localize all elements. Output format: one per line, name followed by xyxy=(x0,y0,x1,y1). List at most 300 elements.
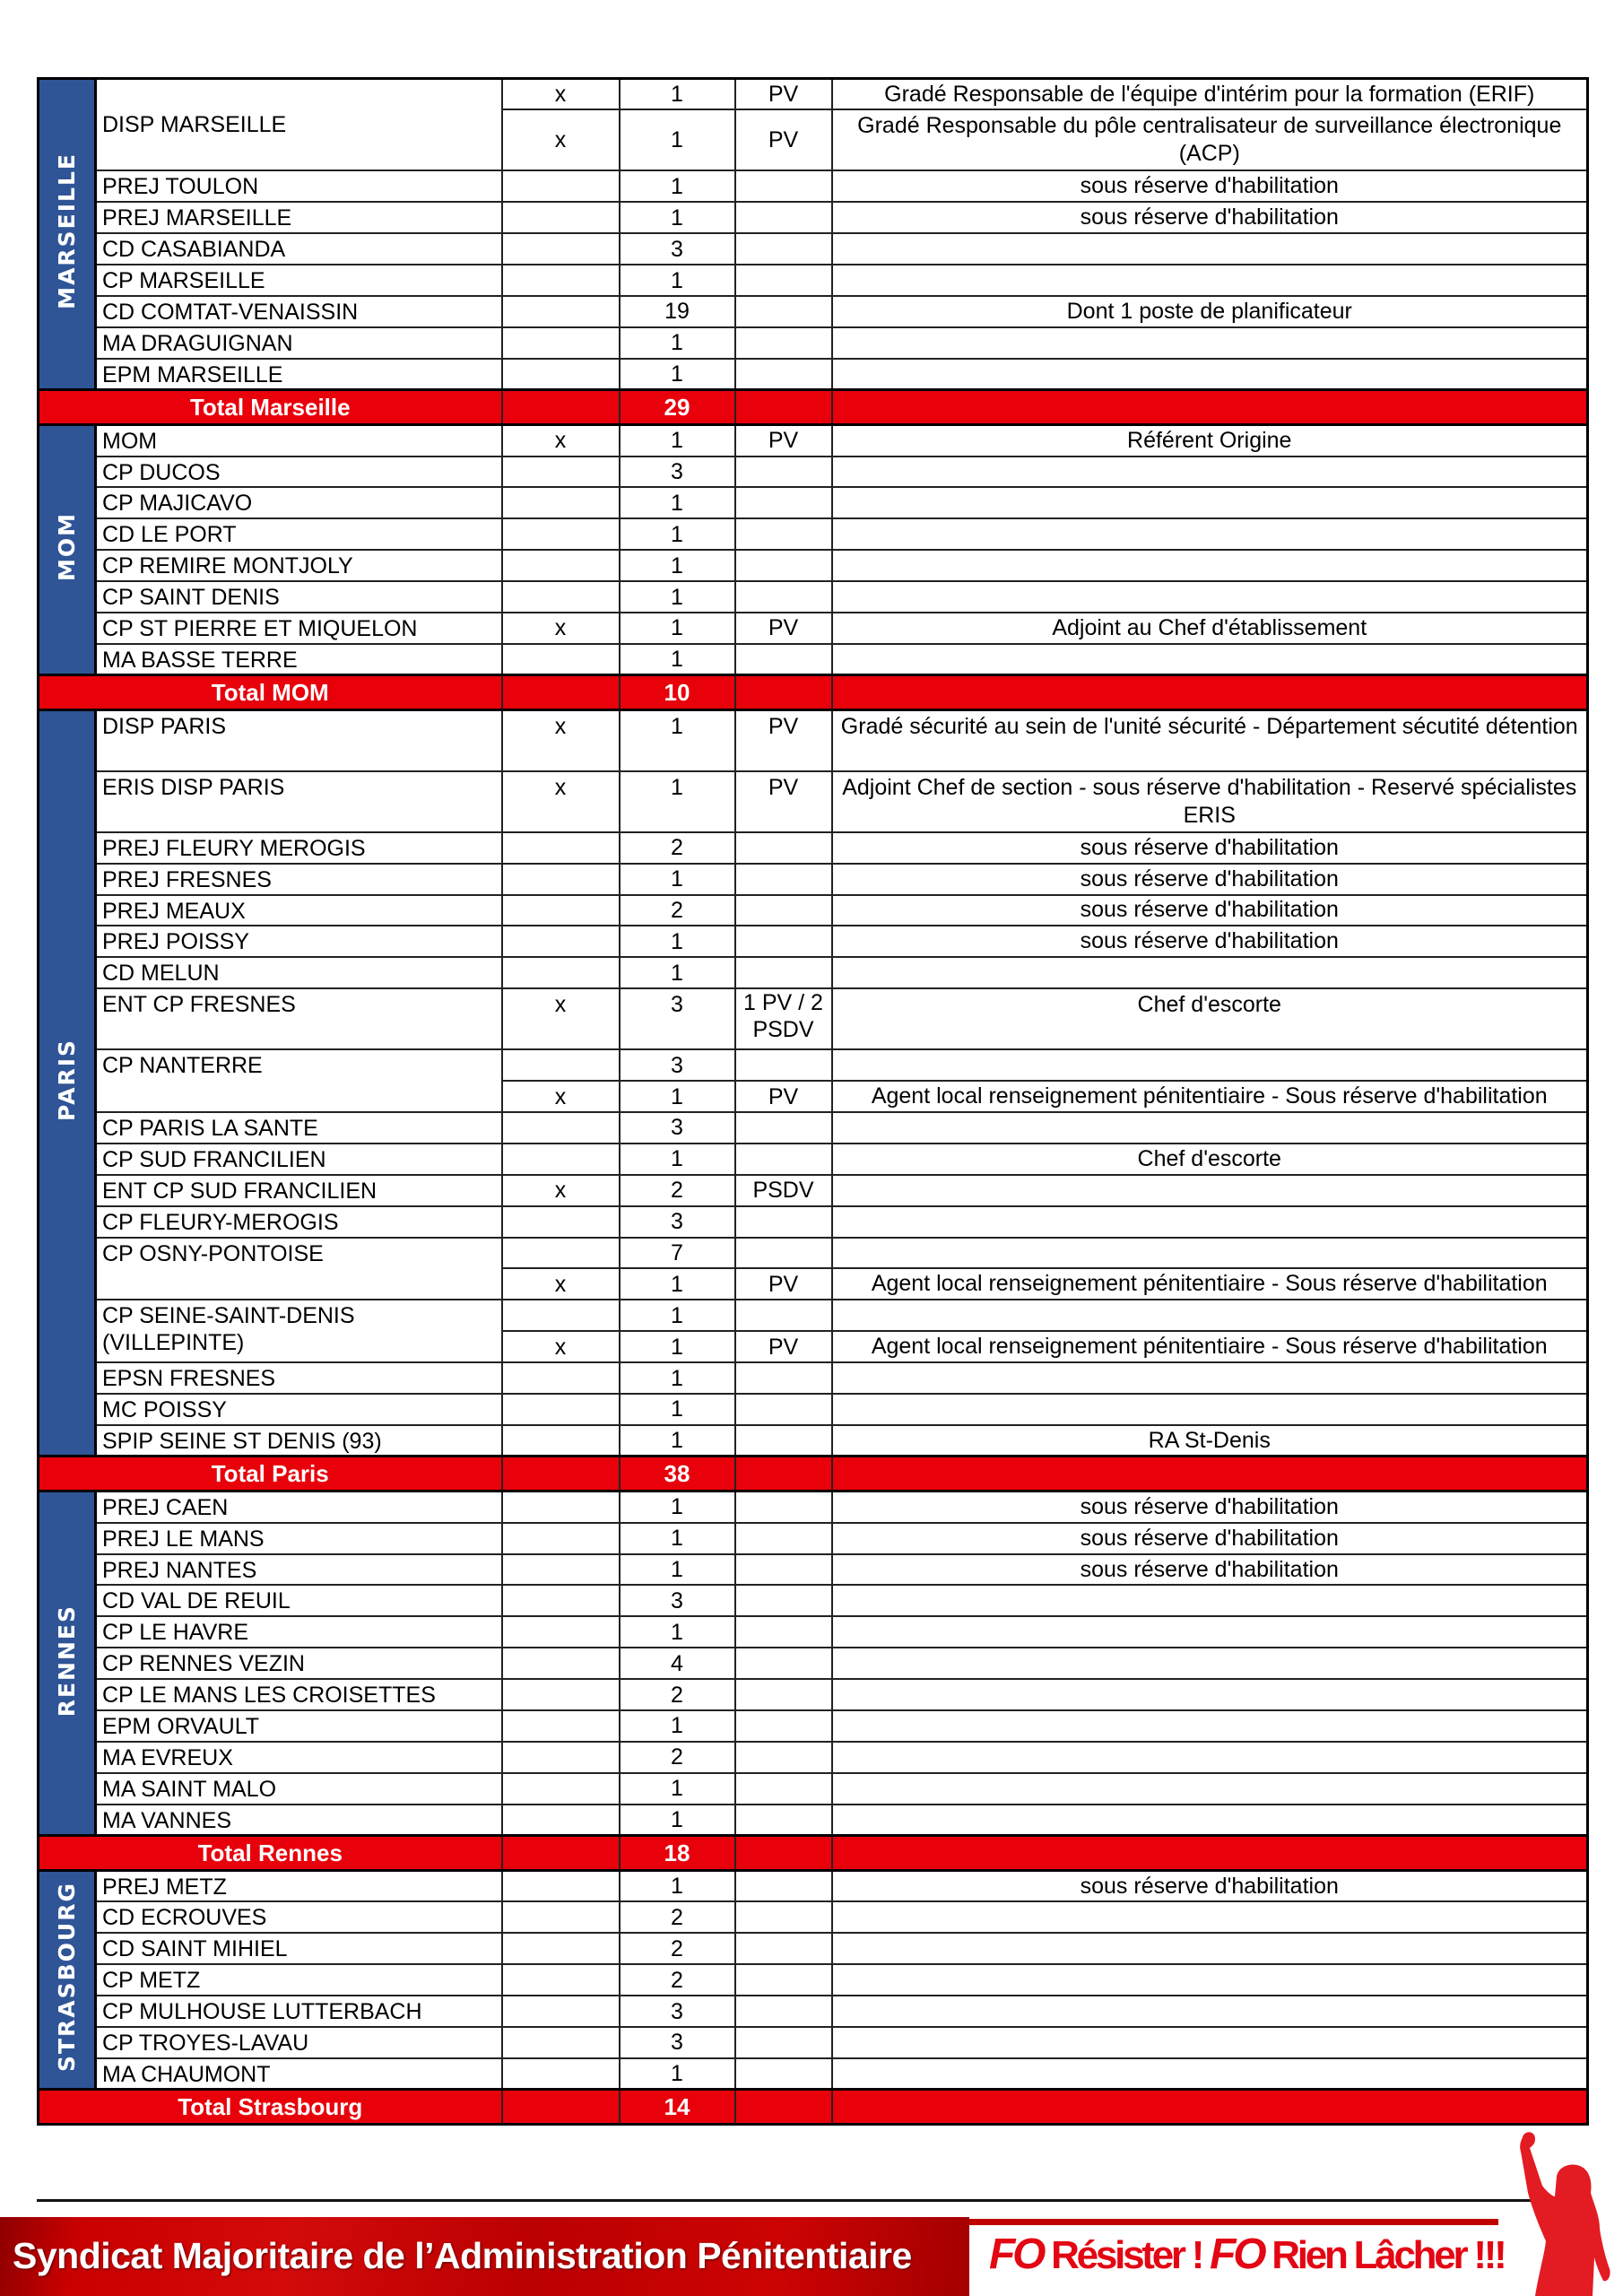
post-count-cell: 2 xyxy=(620,1933,735,1964)
post-type-cell xyxy=(735,265,832,296)
pv-flag-cell xyxy=(502,2027,620,2058)
establishment-name: CD MELUN xyxy=(96,957,502,988)
table-row xyxy=(39,895,1588,926)
region-total-row xyxy=(39,1457,1588,1492)
establishment-name: PREJ METZ xyxy=(96,1871,502,1902)
pv-flag-cell xyxy=(502,1049,620,1081)
region-total-label: Total Strasbourg xyxy=(39,2090,502,2125)
pv-flag-cell xyxy=(502,1206,620,1238)
establishment-name: PREJ FLEURY MEROGIS xyxy=(96,832,502,864)
region-label-cell xyxy=(39,710,96,1457)
post-count-cell: 1 xyxy=(620,2058,735,2090)
table-row xyxy=(39,957,1588,988)
table-row xyxy=(39,1773,1588,1805)
region-total-value: 29 xyxy=(620,390,735,425)
pv-flag-cell: x xyxy=(502,988,620,1049)
pv-flag-cell xyxy=(502,1425,620,1457)
pv-flag-cell xyxy=(502,2058,620,2090)
post-description-cell xyxy=(832,233,1588,265)
table-row xyxy=(39,581,1588,613)
post-type-cell xyxy=(735,1742,832,1773)
post-count-cell: 1 xyxy=(620,1081,735,1112)
post-type-cell xyxy=(735,1773,832,1805)
establishment-name: CP RENNES VEZIN xyxy=(96,1648,502,1679)
establishment-name: SPIP SEINE ST DENIS (93) xyxy=(96,1425,502,1457)
post-description-cell xyxy=(832,1933,1588,1964)
total-blank-cell xyxy=(735,1836,832,1871)
post-type-cell xyxy=(735,202,832,233)
pv-flag-cell: x xyxy=(502,1175,620,1206)
slogan-box xyxy=(969,2219,1507,2296)
footer-divider xyxy=(37,2199,1549,2202)
post-type-cell xyxy=(735,1554,832,1586)
post-type-cell xyxy=(735,1710,832,1742)
post-count-cell: 2 xyxy=(620,895,735,926)
post-description-cell: sous réserve d'habilitation xyxy=(832,1871,1588,1902)
total-blank-cell xyxy=(735,675,832,710)
post-description-cell xyxy=(832,957,1588,988)
establishment-name: PREJ FRESNES xyxy=(96,864,502,895)
table-row xyxy=(39,487,1588,518)
pv-flag-cell xyxy=(502,1679,620,1710)
post-type-cell xyxy=(735,327,832,359)
table-row xyxy=(39,1901,1588,1933)
post-description-cell xyxy=(832,581,1588,613)
post-count-cell: 1 xyxy=(620,613,735,644)
post-count-cell: 1 xyxy=(620,1805,735,1836)
table-row xyxy=(39,926,1588,957)
total-blank-cell xyxy=(502,2090,620,2125)
post-type-cell: PV xyxy=(735,613,832,644)
pv-flag-cell xyxy=(502,644,620,675)
establishment-name: DISP PARIS xyxy=(96,710,502,771)
establishment-name: CP NANTERRE xyxy=(96,1049,502,1112)
post-count-cell: 2 xyxy=(620,832,735,864)
establishment-name: CP OSNY-PONTOISE xyxy=(96,1238,502,1300)
pv-flag-cell xyxy=(502,1300,620,1331)
pv-flag-cell xyxy=(502,1238,620,1269)
post-description-cell: Adjoint Chef de section - sous réserve d'habilitation - Reservé spécialistes ERIS xyxy=(832,771,1588,832)
post-count-cell: 1 xyxy=(620,265,735,296)
post-type-cell xyxy=(735,581,832,613)
pv-flag-cell: x xyxy=(502,771,620,832)
post-type-cell xyxy=(735,895,832,926)
post-count-cell: 19 xyxy=(620,296,735,327)
pv-flag-cell xyxy=(502,895,620,926)
pv-flag-cell: x xyxy=(502,79,620,110)
post-count-cell: 1 xyxy=(620,1523,735,1554)
table-row xyxy=(39,1238,1588,1269)
post-description-cell xyxy=(832,550,1588,581)
post-description-cell xyxy=(832,1362,1588,1394)
post-description-cell xyxy=(832,1648,1588,1679)
post-description-cell xyxy=(832,2058,1588,2090)
establishment-name: PREJ NANTES xyxy=(96,1554,502,1586)
post-count-cell: 1 xyxy=(620,170,735,202)
post-type-cell xyxy=(735,1616,832,1648)
post-count-cell: 1 xyxy=(620,957,735,988)
post-description-cell xyxy=(832,1964,1588,1996)
table-row xyxy=(39,1648,1588,1679)
table-row xyxy=(39,1964,1588,1996)
slogan-strip xyxy=(969,2219,1498,2225)
table-row xyxy=(39,613,1588,644)
post-count-cell: 1 xyxy=(620,327,735,359)
table-row xyxy=(39,1425,1588,1457)
table-row xyxy=(39,1394,1588,1425)
post-description-cell: Gradé Responsable du pôle centralisateur de surveillance électronique (ACP) xyxy=(832,109,1588,170)
table-row xyxy=(39,1679,1588,1710)
post-type-cell: PV xyxy=(735,1081,832,1112)
table-row xyxy=(39,79,1588,110)
post-type-cell xyxy=(735,1112,832,1144)
region-total-value: 14 xyxy=(620,2090,735,2125)
pv-flag-cell xyxy=(502,1996,620,2027)
pv-flag-cell xyxy=(502,1710,620,1742)
post-count-cell: 1 xyxy=(620,79,735,110)
post-type-cell xyxy=(735,518,832,550)
post-description-cell: sous réserve d'habilitation xyxy=(832,1523,1588,1554)
post-type-cell xyxy=(735,1492,832,1523)
post-count-cell: 1 xyxy=(620,359,735,390)
pv-flag-cell xyxy=(502,359,620,390)
post-type-cell xyxy=(735,1206,832,1238)
table-row xyxy=(39,1523,1588,1554)
post-count-cell: 1 xyxy=(620,202,735,233)
post-type-cell: PV xyxy=(735,771,832,832)
pv-flag-cell xyxy=(502,864,620,895)
post-type-cell xyxy=(735,296,832,327)
post-description-cell: sous réserve d'habilitation xyxy=(832,202,1588,233)
post-type-cell xyxy=(735,550,832,581)
post-type-cell xyxy=(735,644,832,675)
post-description-cell: sous réserve d'habilitation xyxy=(832,170,1588,202)
post-description-cell xyxy=(832,327,1588,359)
table-row xyxy=(39,1585,1588,1616)
post-count-cell: 1 xyxy=(620,710,735,771)
table-row xyxy=(39,1933,1588,1964)
region-total-value: 38 xyxy=(620,1457,735,1492)
post-description-cell: Agent local renseignement pénitentiaire - Sous réserve d'habilitation xyxy=(832,1331,1588,1362)
region-label-cell xyxy=(39,79,96,390)
post-count-cell: 1 xyxy=(620,644,735,675)
pv-flag-cell xyxy=(502,832,620,864)
post-count-cell: 1 xyxy=(620,1268,735,1300)
post-description-cell xyxy=(832,1112,1588,1144)
post-count-cell: 1 xyxy=(620,518,735,550)
pv-flag-cell xyxy=(502,581,620,613)
establishment-name: CP REMIRE MONTJOLY xyxy=(96,550,502,581)
establishment-name: CP LE MANS LES CROISETTES xyxy=(96,1679,502,1710)
establishment-name: MOM xyxy=(96,425,502,457)
establishment-name: CP DUCOS xyxy=(96,457,502,488)
post-description-cell xyxy=(832,1175,1588,1206)
pv-flag-cell xyxy=(502,1554,620,1586)
table-row xyxy=(39,202,1588,233)
post-count-cell: 1 xyxy=(620,550,735,581)
positions-table xyxy=(37,77,1589,2126)
region-total-value: 10 xyxy=(620,675,735,710)
table-row xyxy=(39,425,1588,457)
table-row xyxy=(39,457,1588,488)
establishment-name: CD COMTAT-VENAISSIN xyxy=(96,296,502,327)
post-count-cell: 2 xyxy=(620,1175,735,1206)
post-type-cell xyxy=(735,1300,832,1331)
establishment-name: CP METZ xyxy=(96,1964,502,1996)
establishment-name: CD VAL DE REUIL xyxy=(96,1585,502,1616)
post-count-cell: 3 xyxy=(620,1585,735,1616)
post-count-cell: 1 xyxy=(620,1554,735,1586)
slogan-resister: Résister ! xyxy=(1043,2233,1211,2277)
establishment-name: ENT CP SUD FRANCILIEN xyxy=(96,1175,502,1206)
pv-flag-cell xyxy=(502,518,620,550)
post-type-cell xyxy=(735,957,832,988)
table-row xyxy=(39,550,1588,581)
post-description-cell xyxy=(832,1616,1588,1648)
post-type-cell xyxy=(735,233,832,265)
table-row xyxy=(39,1144,1588,1175)
post-type-cell xyxy=(735,1648,832,1679)
establishment-name: CD CASABIANDA xyxy=(96,233,502,265)
table-row xyxy=(39,233,1588,265)
post-count-cell: 1 xyxy=(620,771,735,832)
region-label: PARIS xyxy=(53,1039,80,1122)
post-count-cell: 3 xyxy=(620,2027,735,2058)
post-type-cell xyxy=(735,864,832,895)
post-count-cell: 1 xyxy=(620,1362,735,1394)
total-blank-cell xyxy=(735,1457,832,1492)
total-blank-cell xyxy=(502,390,620,425)
total-blank-cell xyxy=(502,1836,620,1871)
table-row xyxy=(39,1742,1588,1773)
region-label-cell xyxy=(39,1871,96,2090)
region-total-row xyxy=(39,390,1588,425)
post-count-cell: 3 xyxy=(620,1996,735,2027)
post-type-cell xyxy=(735,926,832,957)
post-count-cell: 3 xyxy=(620,1049,735,1081)
pv-flag-cell xyxy=(502,296,620,327)
pv-flag-cell xyxy=(502,1871,620,1902)
table-row xyxy=(39,296,1588,327)
post-type-cell xyxy=(735,2027,832,2058)
establishment-name: PREJ POISSY xyxy=(96,926,502,957)
establishment-name: MA DRAGUIGNAN xyxy=(96,327,502,359)
post-description-cell xyxy=(832,644,1588,675)
table-row xyxy=(39,988,1588,1049)
post-type-cell: PV xyxy=(735,1268,832,1300)
total-blank-cell xyxy=(832,1457,1588,1492)
post-count-cell: 4 xyxy=(620,1648,735,1679)
post-description-cell xyxy=(832,1679,1588,1710)
region-label: RENNES xyxy=(53,1604,80,1717)
post-count-cell: 1 xyxy=(620,1425,735,1457)
table-row xyxy=(39,2027,1588,2058)
table-row xyxy=(39,2058,1588,2090)
post-description-cell xyxy=(832,487,1588,518)
establishment-name: PREJ LE MANS xyxy=(96,1523,502,1554)
post-description-cell: sous réserve d'habilitation xyxy=(832,832,1588,864)
post-description-cell: sous réserve d'habilitation xyxy=(832,1492,1588,1523)
post-description-cell xyxy=(832,359,1588,390)
total-blank-cell xyxy=(832,1836,1588,1871)
region-label-cell xyxy=(39,1492,96,1836)
pv-flag-cell xyxy=(502,1616,620,1648)
post-count-cell: 1 xyxy=(620,109,735,170)
raised-fist-figure-icon xyxy=(1515,2130,1614,2296)
post-type-cell xyxy=(735,1238,832,1269)
post-type-cell: 1 PV / 2 PSDV xyxy=(735,988,832,1049)
pv-flag-cell xyxy=(502,1585,620,1616)
table-row xyxy=(39,1805,1588,1836)
post-type-cell: PV xyxy=(735,79,832,110)
post-count-cell: 3 xyxy=(620,988,735,1049)
table-row xyxy=(39,1112,1588,1144)
post-count-cell: 1 xyxy=(620,926,735,957)
post-type-cell xyxy=(735,1394,832,1425)
pv-flag-cell xyxy=(502,1964,620,1996)
establishment-name: CP ST PIERRE ET MIQUELON xyxy=(96,613,502,644)
establishment-name: EPSN FRESNES xyxy=(96,1362,502,1394)
post-description-cell xyxy=(832,1238,1588,1269)
post-count-cell: 3 xyxy=(620,457,735,488)
pv-flag-cell xyxy=(502,1394,620,1425)
table-row xyxy=(39,771,1588,832)
establishment-name: CP FLEURY-MEROGIS xyxy=(96,1206,502,1238)
establishment-name: PREJ MEAUX xyxy=(96,895,502,926)
post-count-cell: 2 xyxy=(620,1742,735,1773)
establishment-name: ERIS DISP PARIS xyxy=(96,771,502,832)
post-type-cell xyxy=(735,1933,832,1964)
region-label-cell xyxy=(39,425,96,675)
post-type-cell: PV xyxy=(735,109,832,170)
table-row xyxy=(39,1616,1588,1648)
pv-flag-cell xyxy=(502,1773,620,1805)
post-description-cell: Gradé sécurité au sein de l'unité sécurité - Département sécutité détention xyxy=(832,710,1588,771)
establishment-name: CD ECROUVES xyxy=(96,1901,502,1933)
post-count-cell: 1 xyxy=(620,425,735,457)
pv-flag-cell: x xyxy=(502,1331,620,1362)
total-blank-cell xyxy=(832,390,1588,425)
post-count-cell: 7 xyxy=(620,1238,735,1269)
post-description-cell: Dont 1 poste de planificateur xyxy=(832,296,1588,327)
post-description-cell xyxy=(832,1773,1588,1805)
post-count-cell: 1 xyxy=(620,1300,735,1331)
establishment-name: MA SAINT MALO xyxy=(96,1773,502,1805)
post-type-cell: PV xyxy=(735,710,832,771)
table-row xyxy=(39,1996,1588,2027)
establishment-name: CP SEINE-SAINT-DENIS (VILLEPINTE) xyxy=(96,1300,502,1362)
post-description-cell xyxy=(832,1901,1588,1933)
region-total-label: Total MOM xyxy=(39,675,502,710)
establishment-name: PREJ TOULON xyxy=(96,170,502,202)
post-description-cell xyxy=(832,1742,1588,1773)
post-count-cell: 1 xyxy=(620,864,735,895)
pv-flag-cell xyxy=(502,1742,620,1773)
pv-flag-cell xyxy=(502,265,620,296)
post-type-cell xyxy=(735,2058,832,2090)
table-row xyxy=(39,1871,1588,1902)
post-type-cell: PV xyxy=(735,1331,832,1362)
post-type-cell xyxy=(735,832,832,864)
post-type-cell xyxy=(735,1425,832,1457)
establishment-name: MC POISSY xyxy=(96,1394,502,1425)
post-count-cell: 1 xyxy=(620,1710,735,1742)
post-description-cell: Agent local renseignement pénitentiaire - Sous réserve d'habilitation xyxy=(832,1081,1588,1112)
post-type-cell xyxy=(735,1049,832,1081)
establishment-name: CP LE HAVRE xyxy=(96,1616,502,1648)
post-type-cell xyxy=(735,1805,832,1836)
post-type-cell xyxy=(735,1523,832,1554)
pv-flag-cell xyxy=(502,926,620,957)
post-type-cell xyxy=(735,457,832,488)
establishment-name: PREJ CAEN xyxy=(96,1492,502,1523)
post-count-cell: 1 xyxy=(620,1144,735,1175)
table-row xyxy=(39,1492,1588,1523)
table-row xyxy=(39,1049,1588,1081)
pv-flag-cell xyxy=(502,1648,620,1679)
post-description-cell xyxy=(832,1585,1588,1616)
post-type-cell xyxy=(735,1871,832,1902)
table-row xyxy=(39,1175,1588,1206)
pv-flag-cell xyxy=(502,1933,620,1964)
post-description-cell xyxy=(832,265,1588,296)
post-description-cell xyxy=(832,1049,1588,1081)
establishment-name: EPM ORVAULT xyxy=(96,1710,502,1742)
table-row xyxy=(39,1206,1588,1238)
pv-flag-cell xyxy=(502,457,620,488)
region-total-row xyxy=(39,675,1588,710)
post-count-cell: 1 xyxy=(620,1331,735,1362)
post-description-cell xyxy=(832,1300,1588,1331)
footer-banner xyxy=(0,2217,969,2296)
table-row xyxy=(39,518,1588,550)
establishment-name: CD SAINT MIHIEL xyxy=(96,1933,502,1964)
post-description-cell xyxy=(832,1805,1588,1836)
pv-flag-cell xyxy=(502,170,620,202)
pv-flag-cell xyxy=(502,487,620,518)
post-type-cell: PV xyxy=(735,425,832,457)
slogan-fo-2: FO xyxy=(1210,2231,1264,2278)
slogan-rien-lacher: Rien Lâcher !!! xyxy=(1263,2233,1505,2277)
region-label: MOM xyxy=(53,512,80,582)
establishment-name: CD LE PORT xyxy=(96,518,502,550)
post-description-cell: Adjoint au Chef d'établissement xyxy=(832,613,1588,644)
post-type-cell: PSDV xyxy=(735,1175,832,1206)
pv-flag-cell: x xyxy=(502,425,620,457)
post-description-cell xyxy=(832,518,1588,550)
region-total-label: Total Paris xyxy=(39,1457,502,1492)
post-type-cell xyxy=(735,487,832,518)
table-row xyxy=(39,710,1588,771)
pv-flag-cell xyxy=(502,327,620,359)
table-row xyxy=(39,1300,1588,1331)
region-total-row xyxy=(39,2090,1588,2125)
region-total-row xyxy=(39,1836,1588,1871)
post-type-cell xyxy=(735,1585,832,1616)
post-count-cell: 3 xyxy=(620,1206,735,1238)
post-count-cell: 3 xyxy=(620,233,735,265)
post-count-cell: 1 xyxy=(620,1616,735,1648)
post-count-cell: 3 xyxy=(620,1112,735,1144)
pv-flag-cell xyxy=(502,233,620,265)
total-blank-cell xyxy=(502,675,620,710)
post-description-cell: sous réserve d'habilitation xyxy=(832,1554,1588,1586)
total-blank-cell xyxy=(832,675,1588,710)
pv-flag-cell xyxy=(502,1523,620,1554)
post-description-cell xyxy=(832,1394,1588,1425)
post-description-cell: Référent Origine xyxy=(832,425,1588,457)
post-count-cell: 1 xyxy=(620,1773,735,1805)
